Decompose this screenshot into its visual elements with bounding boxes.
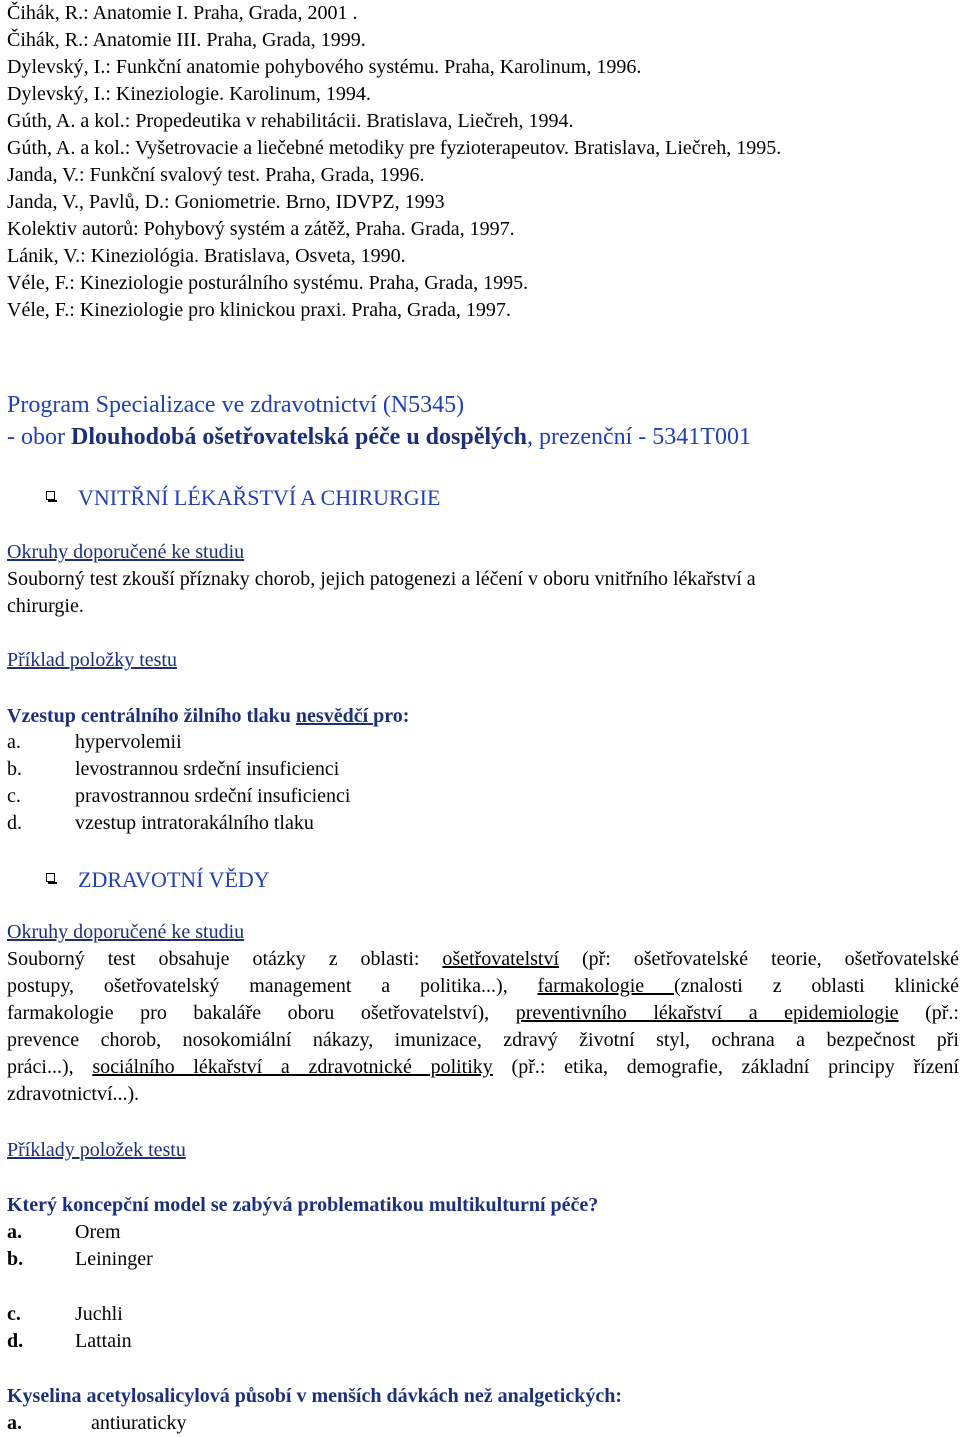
question-text bbox=[7, 703, 409, 730]
option-letter: a. bbox=[7, 731, 21, 753]
section-heading: VNITŘNÍ LÉKAŘSTVÍ A CHIRURGIE bbox=[78, 485, 441, 510]
program-suffix: , prezenční - 5341T001 bbox=[527, 424, 751, 450]
topics-paragraph-line: zdravotnictví...). bbox=[7, 1083, 140, 1105]
option-letter: c. bbox=[7, 1303, 21, 1325]
reference-item: Gúth, A. a kol.: Propedeutika v rehabilitácii. Bratislava, Liečreh, 1994. bbox=[7, 110, 574, 132]
option-letter: c. bbox=[7, 785, 21, 807]
answer-option bbox=[7, 1328, 132, 1355]
topics-text: chirurgie. bbox=[7, 595, 84, 617]
option-text: Leininger bbox=[75, 1248, 153, 1270]
question-text: Kyselina acetylosalicylová působí v menších dávkách než analgetických: bbox=[7, 1385, 623, 1407]
option-text: vzestup intratorakálního tlaku bbox=[75, 812, 314, 834]
answer-option bbox=[7, 1219, 121, 1246]
topics-paragraph-line: práci...), sociálního lékařství a zdravotnické politiky (př.: etika, demografie, základní principy řízení bbox=[7, 1056, 959, 1078]
topic-link: farmakologie bbox=[537, 975, 674, 997]
section-heading: ZDRAVOTNÍ VĚDY bbox=[78, 867, 270, 892]
option-letter: a. bbox=[7, 1412, 22, 1434]
topic-link: ošetřovatelství bbox=[442, 948, 560, 970]
program-field: Dlouhodobá ošetřovatelská péče u dospělých bbox=[70, 424, 528, 450]
program-title: Program Specializace ve zdravotnictví (N5345) bbox=[7, 392, 465, 418]
topics-label: Okruhy doporučené ke studiu bbox=[7, 541, 245, 563]
answer-option bbox=[7, 1301, 123, 1328]
topic-link: preventivního lékařství a epidemiologie bbox=[515, 1002, 899, 1024]
answer-option bbox=[7, 783, 350, 810]
question-part: pro: bbox=[373, 705, 410, 727]
option-text: Lattain bbox=[75, 1330, 132, 1352]
topics-paragraph-line: prevence chorob, nosokomiální nákazy, imunizace, zdravý životní styl, ochrana a bezpečnost při bbox=[7, 1029, 959, 1051]
answer-option bbox=[7, 756, 339, 783]
topics-paragraph-line: postupy, ošetřovatelský management a politika...), farmakologie (znalosti z oblasti klinické bbox=[7, 975, 959, 997]
option-text: antiuraticky bbox=[91, 1412, 187, 1434]
checkbox-bullet-icon bbox=[46, 491, 55, 500]
option-letter: a. bbox=[7, 1221, 22, 1243]
answer-option bbox=[7, 1246, 153, 1273]
reference-item: Kolektiv autorů: Pohybový systém a zátěž, Praha. Grada, 1997. bbox=[7, 218, 515, 240]
option-text: Orem bbox=[75, 1221, 121, 1243]
program-prefix: - obor bbox=[7, 424, 71, 450]
topic-link: sociálního lékařství a zdravotnické politiky bbox=[92, 1056, 493, 1078]
reference-item: Gúth, A. a kol.: Vyšetrovacie a liečebné metodiky pre fyzioterapeutov. Bratislava, Liečreh, 1995. bbox=[7, 137, 782, 159]
answer-option bbox=[7, 1410, 187, 1437]
examples-label: Příklady položek testu bbox=[7, 1139, 186, 1161]
reference-item: Véle, F.: Kineziologie posturálního systému. Praha, Grada, 1995. bbox=[7, 272, 529, 294]
option-letter: b. bbox=[7, 1248, 24, 1270]
example-label: Příklad položky testu bbox=[7, 649, 177, 671]
topics-paragraph-line: Souborný test obsahuje otázky z oblasti: ošetřovatelství (př: ošetřovatelské teorie, ošetřovatelské bbox=[7, 948, 959, 970]
topics-paragraph-line: farmakologie pro bakaláře oboru ošetřovatelství), preventivního lékařství a epidemiologie (př.: bbox=[7, 1002, 959, 1024]
option-text: pravostrannou srdeční insuficienci bbox=[75, 785, 351, 807]
reference-item: Janda, V., Pavlů, D.: Goniometrie. Brno, IDVPZ, 1993 bbox=[7, 191, 445, 213]
question-part: Vzestup centrálního žilního tlaku bbox=[7, 705, 296, 727]
question-text: Který koncepční model se zabývá problematikou multikulturní péče? bbox=[7, 1194, 599, 1216]
topics-text: Souborný test zkouší příznaky chorob, jejich patogenezi a léčení v oboru vnitřního lékařství a bbox=[7, 568, 756, 590]
option-text: hypervolemii bbox=[75, 731, 182, 753]
reference-item: Čihák, R.: Anatomie I. Praha, Grada, 2001 . bbox=[7, 2, 358, 24]
option-letter: d. bbox=[7, 812, 22, 834]
reference-item: Lánik, V.: Kineziológia. Bratislava, Osveta, 1990. bbox=[7, 245, 406, 267]
reference-item: Čihák, R.: Anatomie III. Praha, Grada, 1999. bbox=[7, 29, 366, 51]
option-text: Juchli bbox=[75, 1303, 123, 1325]
reference-item: Dylevský, I.: Kineziologie. Karolinum, 1994. bbox=[7, 83, 371, 105]
question-negation: nesvědčí bbox=[295, 705, 374, 727]
option-text: levostrannou srdeční insuficienci bbox=[75, 758, 340, 780]
program-field-line bbox=[7, 422, 751, 452]
reference-item: Janda, V.: Funkční svalový test. Praha, Grada, 1996. bbox=[7, 164, 425, 186]
answer-option bbox=[7, 729, 182, 756]
checkbox-bullet-icon bbox=[46, 873, 55, 882]
option-letter: d. bbox=[7, 1330, 24, 1352]
option-letter: b. bbox=[7, 758, 22, 780]
reference-item: Véle, F.: Kineziologie pro klinickou praxi. Praha, Grada, 1997. bbox=[7, 299, 511, 321]
answer-option bbox=[7, 810, 314, 837]
reference-item: Dylevský, I.: Funkční anatomie pohybového systému. Praha, Karolinum, 1996. bbox=[7, 56, 642, 78]
topics-label: Okruhy doporučené ke studiu bbox=[7, 921, 245, 943]
